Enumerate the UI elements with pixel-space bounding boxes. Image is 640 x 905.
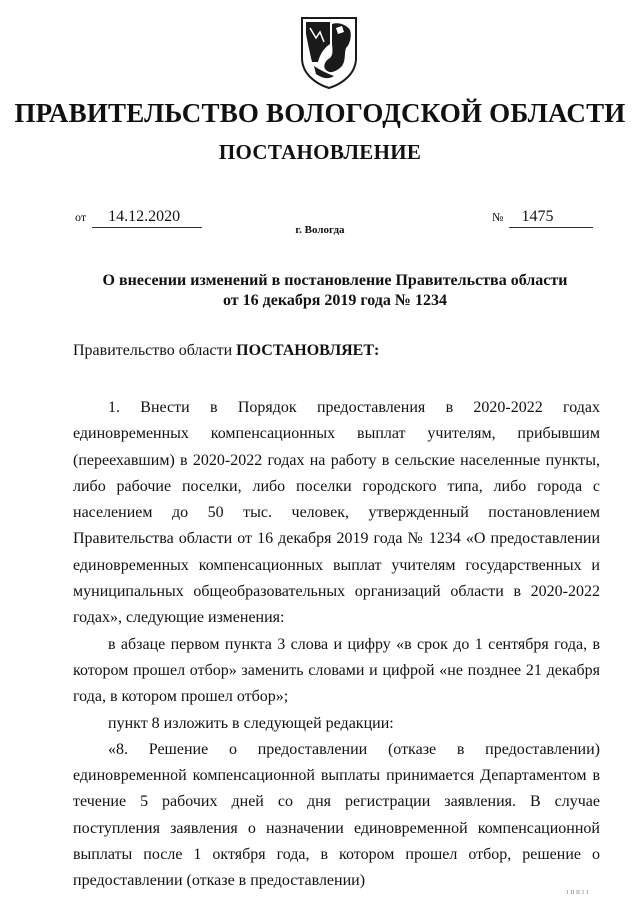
document-body	[73, 395, 600, 895]
document-heading	[70, 271, 600, 311]
date-label: от	[75, 210, 87, 224]
decree-prefix: Правительство области	[73, 342, 233, 359]
paragraph-2: в абзаце первом пункта 3 слова и цифру «в срок до 1 сентября года, в котором прошел отбор» заменить словами и цифрой «не позднее 21 декабря года, в котором прошел отбор»;	[73, 635, 600, 706]
paragraph-4: «8. Решение о предоставлении (отказе в предоставлении) единовременной компенсационной выплаты принимается Департаментом в течение 5 рабочих дней со дня регистрации заявления. В случае поступления заявления о назначении единовременной компенсационной выплаты после 1 октября года, в котором прошел отбор, решение о предоставлении (отказе в предоставлении)	[73, 740, 600, 890]
coat-of-arms-icon	[298, 14, 360, 90]
paragraph-1: 1. Внести в Порядок предоставления в 2020-2022 годах единовременных компенсационных выплат учителям, прибывшим (переехавшим) в 2020-2022 годах на работу в сельские населенные пункты, либо рабочие поселки, либо поселки городского типа, либо города с населением до 50 тыс. человек, утвержденный постановлением Правительства области от 16 декабря 2019 года № 1234 «О предоставлении единовременных компенсационных выплат учителям государственных и муниципальных общеобразовательных организаций области в 2020-2022 годах», следующие изменения:	[73, 399, 600, 627]
heading-line-2: от 16 декабря 2019 года № 1234	[223, 292, 447, 309]
number-label: №	[492, 210, 504, 224]
date-value: 14.12.2020	[92, 208, 202, 228]
government-title: ПРАВИТЕЛЬСТВО ВОЛОГОДСКОЙ ОБЛАСТИ	[14, 98, 626, 128]
document-type: ПОСТАНОВЛЕНИЕ	[218, 140, 422, 164]
decree-statement	[73, 342, 379, 360]
paragraph-3: пункт 8 изложить в следующей редакции:	[108, 714, 394, 732]
heading-line-1: О внесении изменений в постановление Правительства области	[102, 272, 568, 289]
number-value: 1475	[509, 208, 593, 228]
footer-barcode-mark: 1 II II 1 1	[566, 890, 589, 896]
city: г. Вологда	[295, 224, 345, 236]
decree-keyword: ПОСТАНОВЛЯЕТ:	[236, 342, 380, 359]
